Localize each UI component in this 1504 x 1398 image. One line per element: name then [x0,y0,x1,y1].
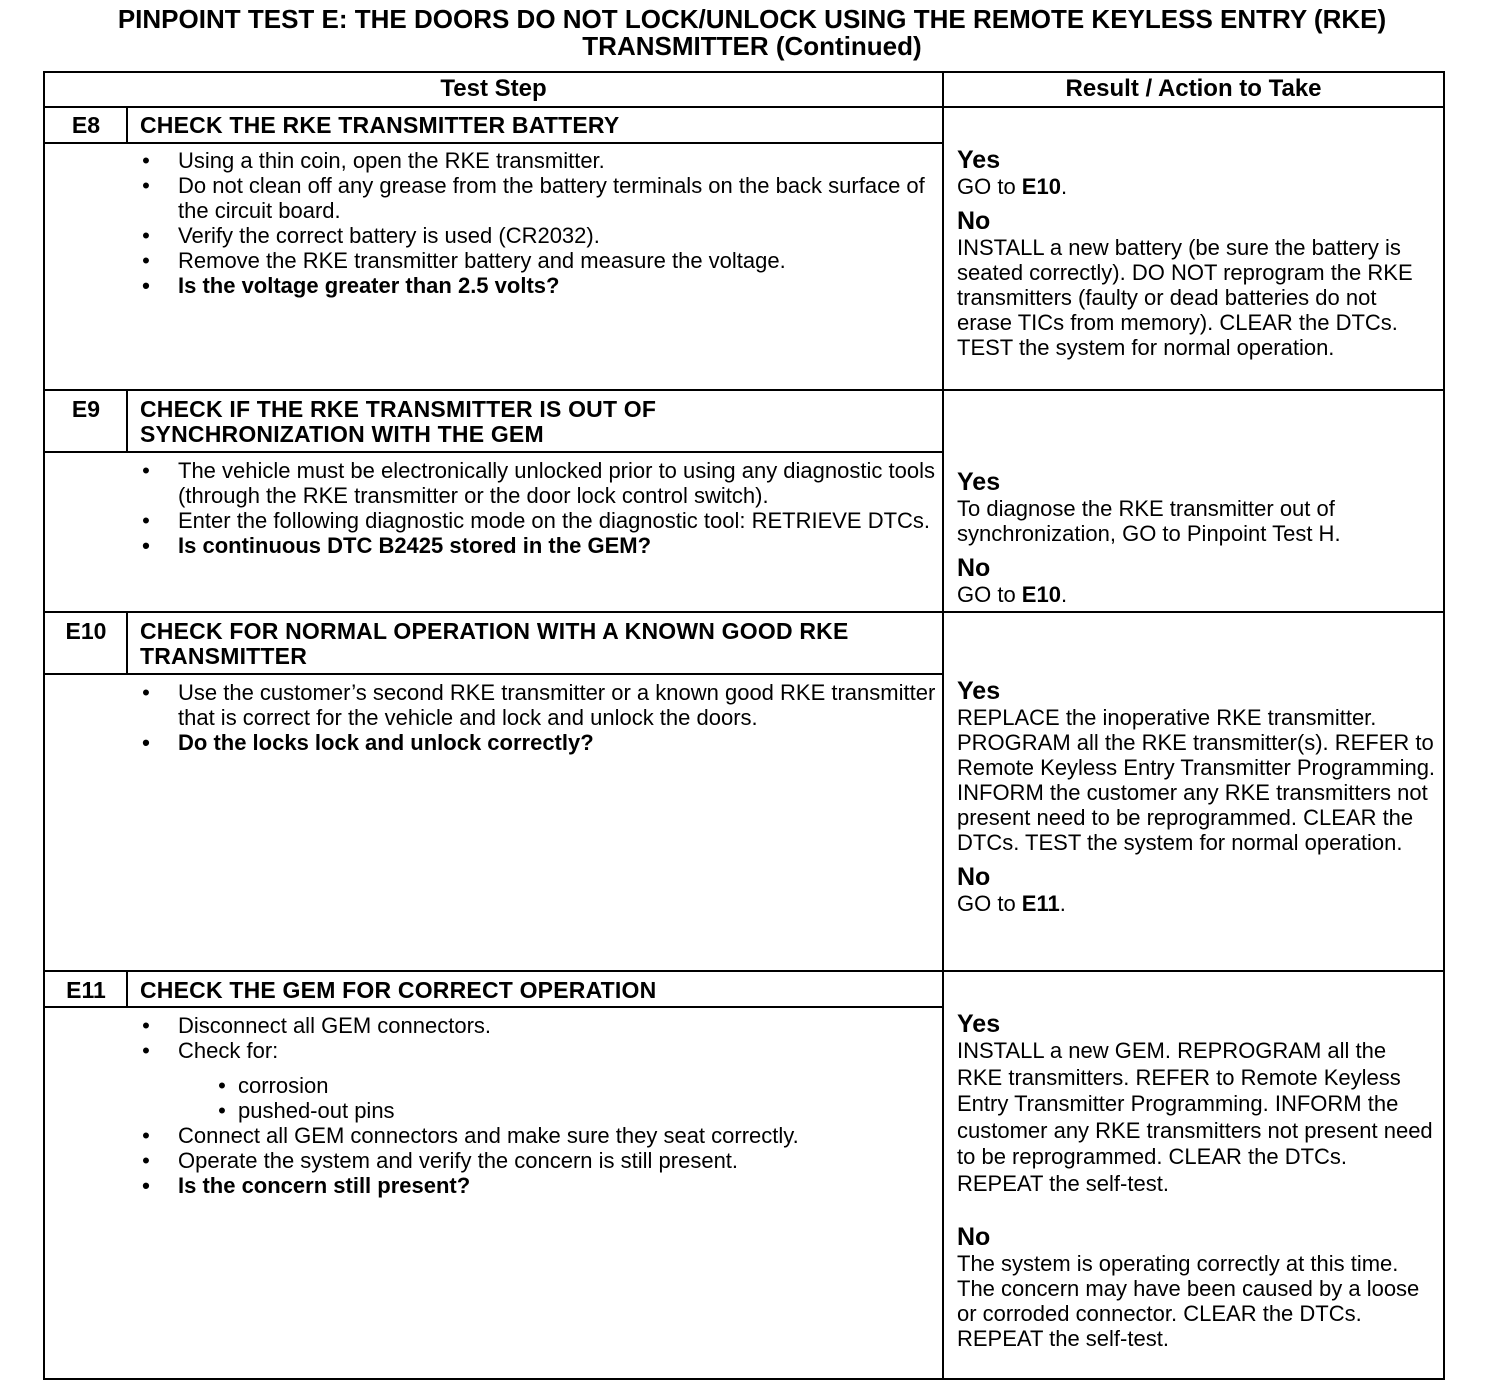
step-question: • Is continuous DTC B2425 stored in the GEM? [142,533,652,558]
step-title: CHECK FOR NORMAL OPERATION WITH A KNOWN GOOD RKE TRANSMITTER [140,618,849,669]
column-header-test-step: Test Step [440,75,547,102]
step-id: E11 [66,977,106,1003]
no-label: No [957,554,991,582]
no-action: GO to E10. [957,582,1068,607]
step-id: E8 [71,112,101,138]
list-item: • Operate the system and verify the concern is still present. [142,1148,739,1173]
e8-row-divider [45,389,1443,391]
result-action [957,1010,1437,1351]
e10-title-divider [45,673,942,675]
yes-action: GO to E10. [957,174,1068,199]
no-action: INSTALL a new battery (be sure the battery is seated correctly). DO NOT reprogram the RKE transmitters (faulty or dead batteries do not erase TICs from memory). CLEAR the DTCs. TEST the system for normal operation. [957,235,1413,360]
e9-row-divider [45,611,1443,613]
list-item: • Disconnect all GEM connectors. [142,1013,492,1038]
e9-title-divider [45,451,942,453]
result-action [957,146,1437,360]
no-label: No [957,1223,991,1251]
result-action [957,677,1437,916]
step-question: • Is the concern still present? [142,1173,471,1198]
sub-list [178,1073,940,1123]
step-id: E10 [65,618,107,644]
step-title: CHECK THE GEM FOR CORRECT OPERATION [140,977,657,1003]
no-action: GO to E11. [957,891,1066,916]
yes-label: Yes [957,146,1001,174]
yes-action: To diagnose the RKE transmitter out of synchronization, GO to Pinpoint Test H. [957,496,1341,546]
yes-action: REPLACE the inoperative RKE transmitter. PROGRAM all the RKE transmitter(s). REFER to Remote Keyless Entry Transmitter Programming. INFORM the customer any RKE transmitters not present need to be reprogrammed. CLEAR the DTCs. TEST the system for normal operation. [957,705,1436,855]
step-instructions [140,1013,940,1198]
column-divider [942,73,944,1378]
step-instructions [140,680,940,755]
sub-list-item: • corrosion [218,1073,329,1098]
step-instructions [140,148,940,298]
list-item: • The vehicle must be electronically unlocked prior to using any diagnostic tools (through the RKE transmitter or the door lock control switch). [142,458,935,508]
no-action: The system is operating correctly at this time. The concern may have been caused by a loose or corroded connector. CLEAR the DTCs. REPEAT the self-test. [957,1251,1420,1351]
page-title-line1: PINPOINT TEST E: THE DOORS DO NOT LOCK/UNLOCK USING THE REMOTE KEYLESS ENTRY (RKE) [117,4,1387,34]
step-title: CHECK IF THE RKE TRANSMITTER IS OUT OF SYNCHRONIZATION WITH THE GEM [140,396,657,447]
list-item: • Use the customer’s second RKE transmitter or a known good RKE transmitter that is correct for the vehicle and lock and unlock the doors. [142,680,936,730]
step-id: E9 [71,396,101,422]
step-instructions [140,458,940,558]
list-item: • Connect all GEM connectors and make sure they seat correctly. [142,1123,799,1148]
sub-list-item: • pushed-out pins [218,1098,395,1123]
column-header-result: Result / Action to Take [1065,75,1322,102]
list-item: • Do not clean off any grease from the battery terminals on the back surface of the circuit board. [142,173,925,223]
pinpoint-test-table [43,71,1445,1380]
no-label: No [957,207,991,235]
yes-action: INSTALL a new GEM. REPROGRAM all the RKE transmitters. REFER to Remote Keyless Entry Transmitter Programming. INFORM the customer any RKE transmitters not present need to be reprogrammed. CLEAR the DTCs. REPEAT the self-test. [957,1038,1433,1196]
list-item: • Using a thin coin, open the RKE transmitter. [142,148,605,173]
e8-title-divider [45,142,942,144]
page-title-line2: TRANSMITTER (Continued) [582,31,922,61]
header-divider [45,106,1443,108]
result-action [957,468,1437,607]
page-title [0,6,1504,60]
yes-label: Yes [957,1010,1001,1038]
list-item: • Check for: • corrosion • pushed-out pins [140,1038,940,1123]
step-question: • Is the voltage greater than 2.5 volts? [142,273,560,298]
list-item: • Enter the following diagnostic mode on the diagnostic tool: RETRIEVE DTCs. [142,508,931,533]
list-item: • Verify the correct battery is used (CR2032). [142,223,600,248]
list-item: • Remove the RKE transmitter battery and measure the voltage. [142,248,786,273]
yes-label: Yes [957,677,1001,705]
e10-row-divider [45,970,1443,972]
step-title: CHECK THE RKE TRANSMITTER BATTERY [140,112,620,138]
step-question: • Do the locks lock and unlock correctly? [142,730,594,755]
yes-label: Yes [957,468,1001,496]
e11-title-divider [45,1006,942,1008]
no-label: No [957,863,991,891]
